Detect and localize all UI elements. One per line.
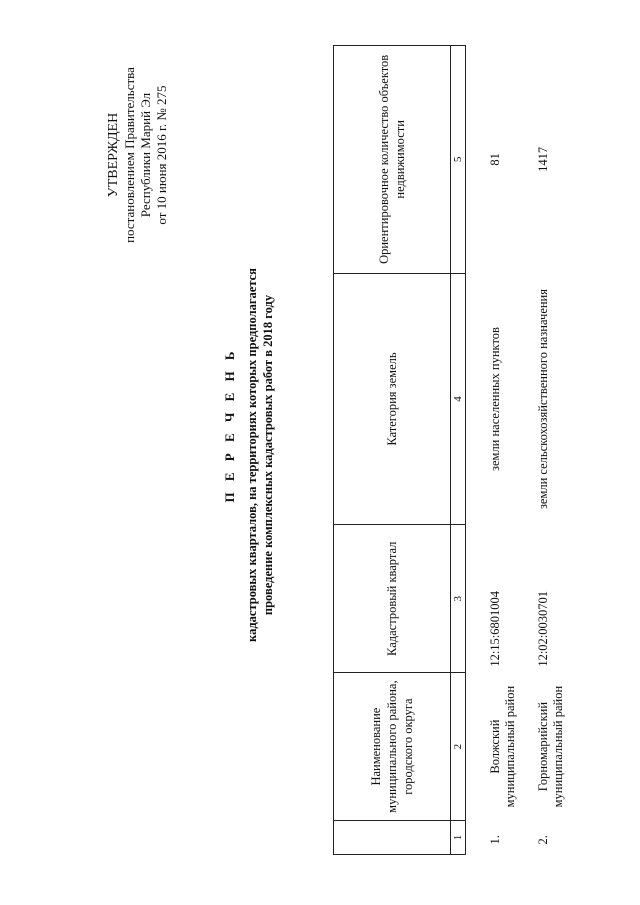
approval-heading: УТВЕРЖДЕН (106, 112, 121, 198)
subtitle-line-1: кадастровых кварталов, на территориях которых предполагается (245, 268, 259, 642)
table-header-row (334, 46, 451, 855)
header-cell-object-count: Ориентировочное количество объектов недвижимости (334, 46, 451, 274)
column-number: 4 (451, 273, 466, 525)
document-title: П Е Р Е Ч Е Н Ь (222, 347, 237, 503)
cadastral-table (333, 45, 566, 855)
document-subtitle (244, 45, 276, 865)
column-number: 1 (451, 821, 466, 855)
approval-line-2: Республики Марий Эл (138, 92, 153, 218)
header-cell-land-category: Категория земель (334, 273, 451, 525)
row-object-count: 81 (488, 153, 502, 166)
subtitle-line-2: проведение комплексных кадастровых работ в 2018 году (261, 294, 275, 616)
row-cadastral-quarter: 12:02:0030701 (536, 590, 550, 667)
row-land-category: земли сельскохозяйственного назначения (536, 289, 550, 510)
header-cell-cadastral-quarter: Кадастровый квартал (334, 525, 451, 673)
row-district: Горномарийский муниципальный район (536, 685, 565, 808)
approval-line-3: от 10 июня 2016 г. № 275 (154, 85, 169, 225)
header-cell-index (334, 821, 451, 855)
header-cell-district: Наименование муниципального района, городского округа (334, 673, 451, 821)
column-number: 5 (451, 46, 466, 274)
row-index: 1. (488, 835, 502, 845)
table-row (466, 46, 519, 855)
row-cadastral-quarter: 12:15:6801004 (488, 590, 502, 667)
column-number: 3 (451, 525, 466, 673)
row-district: Волжский муниципальный район (488, 685, 517, 808)
table-row (518, 46, 566, 855)
row-index: 2. (536, 835, 550, 845)
table-column-numbers-row (451, 46, 466, 855)
approval-stamp (106, 45, 170, 265)
column-number: 2 (451, 673, 466, 821)
approval-line-1: постановлением Правительства (122, 67, 137, 243)
row-land-category: земли населенных пунктов (488, 327, 502, 471)
row-object-count: 1417 (536, 146, 550, 172)
